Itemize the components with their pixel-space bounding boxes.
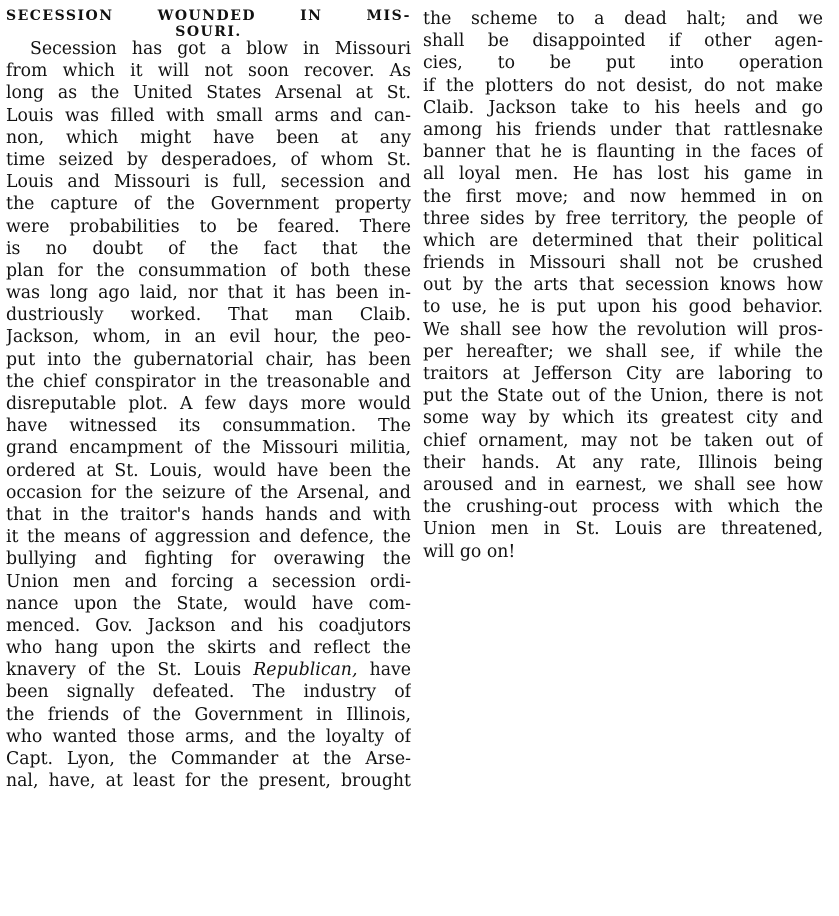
- left-column: [6, 8, 411, 792]
- text-line: Capt. Lyon, the Commander at the Arse-: [6, 749, 411, 769]
- text-line: Union men in St. Louis are threatened,: [423, 519, 823, 540]
- text-line: shall be disappointed if other agen-: [423, 31, 823, 52]
- text-line: long as the United States Arsenal at St.: [6, 83, 411, 104]
- text-line: it the means of aggression and defence, the: [6, 527, 411, 548]
- text-line: per hereafter; we shall see, if while the: [423, 341, 823, 362]
- text-line: the friends of the Government in Illinois,: [6, 704, 411, 725]
- text-run: have: [369, 660, 411, 681]
- text-line: grand encampment of the Missouri militia,: [6, 438, 411, 459]
- text-line: is no doubt of the fact that the: [6, 238, 411, 259]
- text-line: disreputable plot. A few days more would: [6, 394, 411, 414]
- headline-line-2: SOURI.: [175, 24, 242, 40]
- text-line: Claib. Jackson take to his heels and go: [423, 97, 823, 118]
- text-line: their hands. At any rate, Illinois being: [423, 452, 823, 473]
- text-line: three sides by free territory, the people of: [423, 208, 823, 229]
- text-line: was long ago laid, nor that it has been in-: [6, 283, 411, 304]
- text-line: that in the traitor's hands hands and with: [6, 504, 411, 525]
- text-line: the chief conspirator in the treasonable and: [6, 371, 411, 392]
- text-line: which are determined that their political: [423, 230, 823, 251]
- left-column-body: [6, 38, 411, 792]
- text-line: the first move; and now hemmed in on: [423, 186, 823, 207]
- text-line: [6, 659, 411, 681]
- text-line: plan for the consummation of both these: [6, 260, 411, 281]
- text-line: to use, he is put upon his good behavior.: [423, 297, 823, 318]
- text-line: all loyal men. He has lost his game in: [423, 164, 823, 185]
- text-line: dustriously worked. That man Claib.: [6, 305, 411, 326]
- text-line: occasion for the seizure of the Arsenal, and: [6, 482, 411, 503]
- text-line: We shall see how the revolution will pros-: [423, 319, 823, 340]
- text-line: chief ornament, may not be taken out of: [423, 430, 823, 451]
- text-line: cies, to be put into operation: [423, 53, 823, 74]
- text-line: were probabilities to be feared. There: [6, 216, 411, 237]
- text-line: out by the arts that secession knows how: [423, 275, 823, 296]
- text-line: will go on!: [423, 541, 516, 562]
- article-headline: [6, 8, 411, 38]
- text-line: have witnessed its consummation. The: [6, 416, 411, 437]
- text-line: traitors at Jefferson City are laboring to: [423, 364, 823, 384]
- right-column: [423, 8, 823, 563]
- text-line: Secession has got a blow in Missouri: [30, 39, 411, 59]
- text-line: menced. Gov. Jackson and his coadjutors: [6, 615, 411, 636]
- text-line: Louis was filled with small arms and can-: [6, 105, 411, 126]
- text-line: non, which might have been at any: [6, 127, 411, 148]
- text-line: nance upon the State, would have com-: [6, 593, 411, 614]
- text-line: aroused and in earnest, we shall see how: [423, 474, 823, 495]
- text-line: who wanted those arms, and the loyalty of: [6, 726, 411, 747]
- text-line: the capture of the Government property: [6, 194, 411, 215]
- text-line: time seized by desperadoes, of whom St.: [6, 149, 411, 170]
- headline-line-1: SECESSION WOUNDED IN MIS-: [6, 8, 411, 24]
- text-line: put into the gubernatorial chair, has been: [6, 349, 411, 370]
- text-line: friends in Missouri shall not be crushed: [423, 253, 823, 274]
- text-line: nal, have, at least for the present, brought: [6, 771, 411, 792]
- italic-word: Republican,: [253, 660, 358, 681]
- text-line: bullying and fighting for overawing the: [6, 549, 411, 570]
- text-run: knavery of the St. Louis: [6, 660, 242, 681]
- text-line: put the State out of the Union, there is not: [423, 386, 823, 407]
- text-line: the scheme to a dead halt; and we: [423, 9, 823, 29]
- text-line: from which it will not soon recover. As: [6, 61, 411, 82]
- right-column-body: [423, 8, 823, 563]
- text-line: among his friends under that rattlesnake: [423, 119, 823, 140]
- text-line: ordered at St. Louis, would have been the: [6, 460, 411, 481]
- text-line: the crushing-out process with which the: [423, 497, 823, 518]
- text-line: if the plotters do not desist, do not make: [423, 75, 823, 96]
- text-line: who hang upon the skirts and reflect the: [6, 638, 411, 659]
- text-line: banner that he is flaunting in the faces of: [423, 142, 823, 163]
- text-line: Louis and Missouri is full, secession and: [6, 172, 411, 193]
- text-line: Jackson, whom, in an evil hour, the peo-: [6, 327, 411, 348]
- text-line: Union men and forcing a secession ordi-: [6, 571, 411, 592]
- text-line: some way by which its greatest city and: [423, 408, 823, 429]
- text-line: been signally defeated. The industry of: [6, 682, 411, 703]
